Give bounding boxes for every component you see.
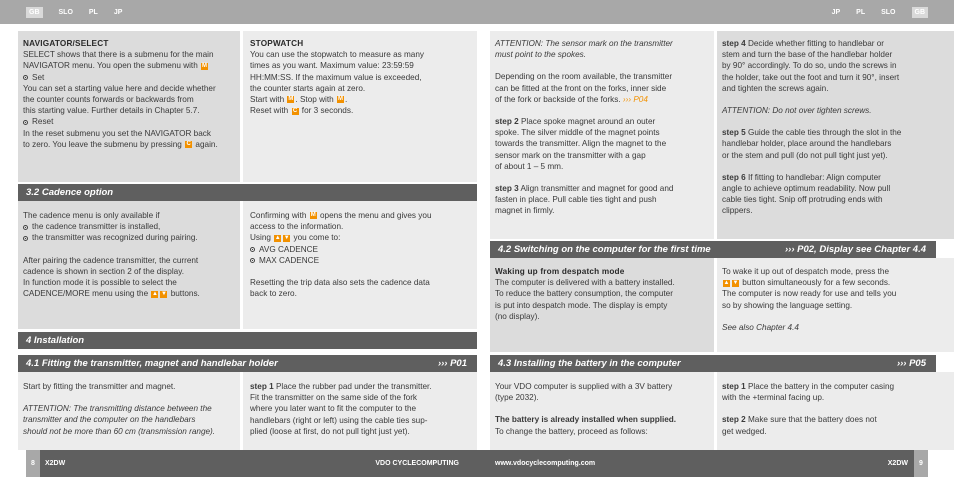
- c-key-icon: C: [292, 107, 298, 114]
- text-line: After pairing the cadence transmitter, the current: [23, 255, 199, 265]
- battery-right-block: [722, 381, 950, 437]
- text-line: the transmitter was recognized during pairing.: [23, 232, 238, 243]
- attention-line: ATTENTION: The transmitting distance between the: [23, 404, 212, 414]
- text-line: ▲ ▼ button simultaneously for a few seconds.: [723, 278, 891, 288]
- fit-right-block: [250, 381, 472, 437]
- text-line: To reduce the battery consumption, the computer: [495, 289, 673, 299]
- text-line: can be fitted at the front on the forks, inner side: [495, 83, 667, 93]
- text-line: the holder, take out the foot and turn it 90°, insert: [722, 72, 900, 82]
- lang-tab-gb-right[interactable]: GB: [912, 7, 929, 18]
- text-line: HH:MM:SS. If the maximum value is exceeded,: [250, 72, 422, 82]
- text-line: angle to achieve optimum readability. Now pull: [722, 184, 891, 194]
- section-3-2-header: [18, 184, 477, 201]
- text-line: AVG CADENCE: [250, 244, 472, 255]
- text-line: cadence is shown in section 2 of the display.: [23, 266, 184, 276]
- section-4-header: [18, 332, 477, 349]
- text-line: Start with M . Stop with M .: [250, 95, 348, 105]
- text-line: The computer is delivered with a battery installed.: [495, 278, 675, 288]
- text-line: Resetting the trip data also sets the cadence data: [250, 278, 430, 288]
- text-line: SELECT shows that there is a submenu for the main: [23, 50, 214, 60]
- bullet-icon: [23, 236, 28, 241]
- lang-tab-slo-left[interactable]: SLO: [58, 8, 73, 16]
- section-4-2-header: [490, 241, 936, 258]
- text-line: step 5 Guide the cable ties through the slot in the: [722, 128, 902, 138]
- text-line: Set: [23, 72, 238, 83]
- lang-tab-pl-left[interactable]: PL: [88, 8, 98, 16]
- section-title: 3.2 Cadence option: [26, 187, 114, 198]
- footer-right: [477, 450, 914, 477]
- section-ref: ››› P02, Display see Chapter 4.4: [785, 244, 926, 255]
- page-ref: ››› P04: [622, 94, 648, 104]
- text-line: with the +terminal facing up.: [722, 393, 825, 403]
- section-4-1-header: [18, 355, 477, 372]
- cadence-left-block: [23, 210, 238, 299]
- text-line: Reset with C for 3 seconds.: [250, 106, 354, 116]
- attention-line: ATTENTION: Do not over tighten screws.: [722, 106, 872, 116]
- section-ref: ››› P01: [437, 358, 467, 369]
- bullet-icon: [23, 75, 28, 80]
- text-line: Start by fitting the transmitter and magnet.: [23, 382, 176, 391]
- text-line: handlebars (right or left) using the cable ties sup-: [250, 415, 428, 425]
- lang-tab-slo-right[interactable]: SLO: [881, 8, 896, 16]
- lang-tab-jp-right[interactable]: JP: [831, 8, 841, 16]
- footer-url[interactable]: www.vdocyclecomputing.com: [495, 460, 596, 467]
- text-line: towards the transmitter. Align the magnet to the: [495, 139, 667, 149]
- text-line: cable ties tight. Snip off protruding ends with: [722, 195, 883, 205]
- footer-model: X2DW: [887, 460, 908, 467]
- text-line: To wake it up out of despatch mode, press the: [722, 267, 890, 276]
- section-title: 4.2 Switching on the computer for the first time: [498, 244, 711, 255]
- wake-left-block: [495, 266, 713, 322]
- text-line: To change the battery, proceed as follows:: [495, 426, 648, 436]
- text-line: sensor mark on the transmitter with a gap: [495, 150, 646, 160]
- text-line: Using ▲ ▼ you come to:: [250, 233, 341, 243]
- wake-right-block: [722, 266, 950, 333]
- text-line: MAX CADENCE: [250, 255, 472, 266]
- text-line: is put into despatch mode. The display is empty: [495, 300, 668, 310]
- battery-left-block: [495, 381, 713, 437]
- text-line: In the reset submenu you set the NAVIGATOR back: [23, 128, 211, 138]
- text-line: step 4 Decide whether fitting to handlebar or: [722, 39, 885, 48]
- page-number-right: 9: [914, 450, 928, 477]
- text-line: You can use the stopwatch to measure as many: [250, 50, 425, 60]
- text-line: the counter starts again at zero.: [250, 83, 366, 93]
- up-key-icon: ▲: [723, 279, 730, 286]
- text-line: plied (loose at first, do not pull tight just yet).: [250, 426, 410, 436]
- language-nav-left: [18, 0, 130, 24]
- footer-brand: VDO CYCLECOMPUTING: [375, 460, 459, 467]
- section-title: 4.1 Fitting the transmitter, magnet and handlebar holder: [26, 358, 278, 369]
- text-line: step 1 Place the battery in the computer casing: [722, 382, 895, 391]
- section-title: 4 Installation: [26, 335, 85, 346]
- section-4-3-header: [490, 355, 936, 372]
- footer-left: [40, 450, 477, 477]
- stopwatch-heading: STOPWATCH: [250, 39, 304, 48]
- text-line: this starting value. Further details in Chapter 5.7.: [23, 106, 200, 116]
- lang-tab-pl-right[interactable]: PL: [856, 8, 866, 16]
- text-line: The cadence menu is only available if: [23, 211, 160, 220]
- text-line: CADENCE/MORE menu using the ▲ ▼ buttons.: [23, 289, 200, 299]
- lang-tab-jp-left[interactable]: JP: [113, 8, 123, 16]
- text-line: back to zero.: [250, 289, 297, 299]
- attention-line: transmitter and the computer on the handlebars: [23, 415, 196, 425]
- stopwatch-block: [250, 38, 472, 116]
- bullet-icon: [250, 258, 255, 263]
- text-line: spoke. The silver middle of the magnet points: [495, 128, 660, 138]
- text-line: Depending on the room available, the transmitter: [495, 72, 673, 82]
- see-also-line: See also Chapter 4.4: [722, 322, 799, 332]
- text-line: of the fork or backside of the forks. ››› P04: [495, 94, 648, 104]
- text-line: get wedged.: [722, 426, 767, 436]
- text-line: You can set a starting value here and decide whether: [23, 83, 216, 93]
- down-key-icon: ▼: [160, 290, 167, 297]
- text-line: access to the information.: [250, 222, 344, 232]
- section-title: 4.3 Installing the battery in the computer: [498, 358, 681, 369]
- text-line: the cadence transmitter is installed,: [23, 221, 238, 232]
- text-line: clippers.: [722, 206, 753, 216]
- bullet-icon: [250, 247, 255, 252]
- bold-line: The battery is already installed when supplied.: [495, 415, 677, 425]
- fit-left-block: [23, 381, 238, 437]
- attention-line: should not be more than 60 cm (transmission range).: [23, 426, 216, 436]
- text-line: Reset: [23, 116, 238, 127]
- text-line: of about 1 – 5 mm.: [495, 161, 564, 171]
- text-line: step 2 Place spoke magnet around an outer: [495, 117, 656, 127]
- text-line: fasten in place. Pull cable ties tight and push: [495, 195, 657, 205]
- text-line: (no display).: [495, 311, 540, 321]
- text-line: step 1 Place the rubber pad under the transmitter.: [250, 382, 432, 391]
- attention-line: ATTENTION: The sensor mark on the transmitter: [495, 39, 673, 48]
- language-nav-right: [824, 0, 936, 24]
- section-ref: ››› P05: [896, 358, 926, 369]
- text-line: the counter counts forwards or backwards from: [23, 95, 194, 105]
- m-key-icon: M: [202, 62, 208, 69]
- navigator-heading: NAVIGATOR/SELECT: [23, 39, 109, 48]
- text-line: so by showing the language setting.: [722, 300, 853, 310]
- text-line: step 3 Align transmitter and magnet for good and: [495, 184, 674, 194]
- m-key-icon: M: [337, 96, 343, 103]
- text-line: stem and turn the base of the handlebar holder: [722, 50, 893, 60]
- attention-line: must point to the spokes.: [495, 50, 587, 60]
- sensor-block: [495, 38, 713, 217]
- c-key-icon: C: [186, 141, 191, 148]
- bullet-icon: [23, 225, 28, 230]
- text-line: handlebar holder, place around the handlebars: [722, 139, 892, 149]
- text-line: by 90° accordingly. To do so, undo the screws in: [722, 61, 897, 71]
- text-line: In function mode it is possible to select the: [23, 278, 177, 288]
- text-line: Your VDO computer is supplied with a 3V battery: [495, 382, 673, 391]
- navigator-block: [23, 38, 238, 150]
- text-line: where you later want to fit the computer to the: [250, 404, 417, 414]
- up-key-icon: ▲: [151, 290, 158, 297]
- footer-model: X2DW: [45, 460, 66, 467]
- text-line: times as you want. Maximum value: 23:59:59: [250, 61, 414, 71]
- down-key-icon: ▼: [283, 234, 290, 241]
- text-line: step 6 If fitting to handlebar: Align computer: [722, 172, 881, 182]
- text-line: or the stem and pull (do not pull tight just yet).: [722, 150, 888, 160]
- cadence-right-block: [250, 210, 472, 299]
- text-line: Confirming with M opens the menu and gives you: [250, 211, 432, 220]
- bullet-icon: [23, 120, 28, 125]
- text-line: (type 2032).: [495, 393, 539, 403]
- steps-4-6-block: [722, 38, 950, 217]
- text-line: step 2 Make sure that the battery does not: [722, 415, 877, 425]
- m-key-icon: M: [288, 96, 294, 103]
- text-line: Fit the transmitter on the same side of the fork: [250, 393, 418, 403]
- down-key-icon: ▼: [732, 279, 739, 286]
- up-key-icon: ▲: [274, 234, 281, 241]
- text-line: and tighten the screws again.: [722, 83, 829, 93]
- wake-heading: Waking up from despatch mode: [495, 267, 625, 276]
- lang-tab-gb-left[interactable]: GB: [26, 7, 43, 18]
- text-line: magnet in firmly.: [495, 206, 555, 216]
- text-line: NAVIGATOR menu. You open the submenu with M: [23, 61, 208, 71]
- m-key-icon: M: [310, 212, 316, 219]
- page-number-left: 8: [26, 450, 40, 477]
- text-line: to zero. You leave the submenu by pressing C again.: [23, 139, 218, 149]
- text-line: The computer is now ready for use and tells you: [722, 289, 897, 299]
